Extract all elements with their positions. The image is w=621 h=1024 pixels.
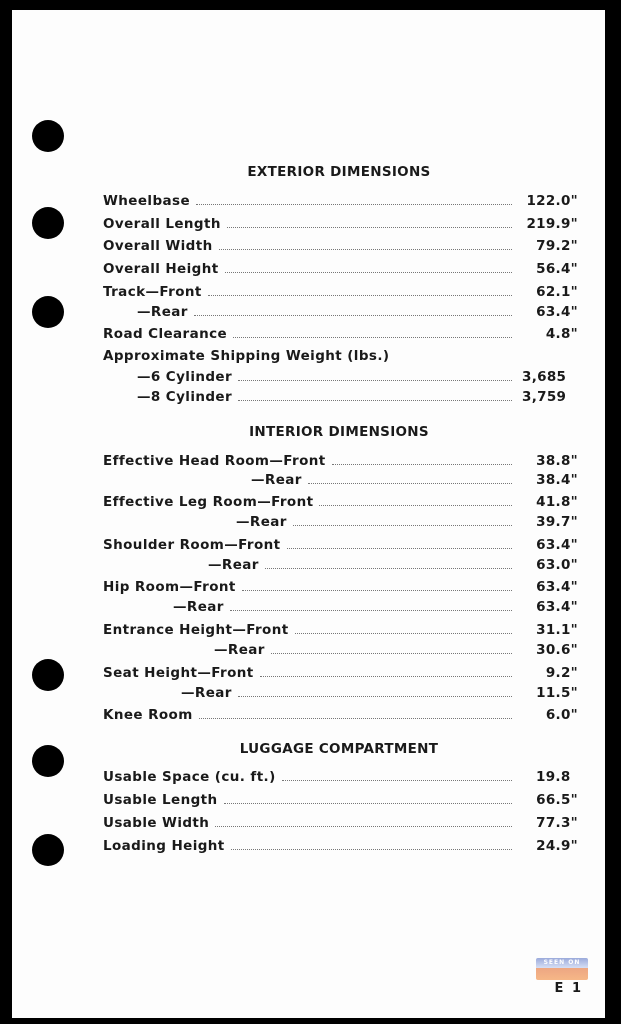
spec-row xyxy=(103,324,578,342)
spec-label: Overall Height xyxy=(103,261,219,277)
dot-leader xyxy=(230,610,512,611)
spec-row xyxy=(103,282,578,300)
spec-label: —8 Cylinder xyxy=(137,389,233,405)
spec-label: —Rear xyxy=(181,685,232,701)
spec-value: 6.0" xyxy=(545,707,578,723)
dot-leader xyxy=(242,590,512,591)
spec-row xyxy=(173,597,578,615)
watermark-logo xyxy=(536,958,588,980)
binder-hole xyxy=(32,207,64,239)
spec-value: 3,759 xyxy=(522,389,567,405)
dot-leader xyxy=(265,568,512,569)
dot-leader xyxy=(319,505,512,506)
spec-row xyxy=(137,387,578,405)
page-number: E 1 xyxy=(554,981,583,996)
spec-value: 219.9" xyxy=(526,216,578,232)
dot-leader xyxy=(231,849,512,850)
spec-label: —Rear xyxy=(251,472,302,488)
spec-row xyxy=(103,191,578,209)
section-heading-interior: INTERIOR DIMENSIONS xyxy=(249,424,429,440)
spec-row xyxy=(103,836,578,854)
spec-label: —Rear xyxy=(214,642,265,658)
spec-value: 77.3" xyxy=(536,815,578,831)
spec-row xyxy=(103,346,578,364)
spec-label: —6 Cylinder xyxy=(137,369,233,385)
spec-value: 19.8 xyxy=(536,769,571,785)
spec-value: 122.0" xyxy=(526,193,578,209)
spec-row xyxy=(103,492,578,510)
dot-leader xyxy=(224,803,512,804)
dot-leader xyxy=(196,204,512,205)
spec-label: Track—Front xyxy=(103,284,202,300)
dot-leader xyxy=(295,633,512,634)
spec-label: Entrance Height—Front xyxy=(103,622,289,638)
spec-value: 31.1" xyxy=(536,622,578,638)
dot-leader xyxy=(260,676,512,677)
spec-value: 79.2" xyxy=(536,238,578,254)
spec-label: Usable Length xyxy=(103,792,218,808)
spec-value: 11.5" xyxy=(536,685,578,701)
binder-hole xyxy=(32,834,64,866)
dot-leader xyxy=(238,400,512,401)
dot-leader xyxy=(227,227,512,228)
dot-leader xyxy=(238,696,512,697)
spec-row xyxy=(251,470,578,488)
spec-value: 63.4" xyxy=(536,304,578,320)
spec-row xyxy=(236,512,578,530)
spec-value: 3,685 xyxy=(522,369,567,385)
dot-leader xyxy=(282,780,512,781)
spec-row xyxy=(103,790,578,808)
spec-value: 56.4" xyxy=(536,261,578,277)
spec-value: 41.8" xyxy=(536,494,578,510)
spec-row xyxy=(103,577,578,595)
binder-hole xyxy=(32,659,64,691)
spec-label: —Rear xyxy=(236,514,287,530)
dot-leader xyxy=(225,272,512,273)
dot-leader xyxy=(271,653,512,654)
spec-value: 63.4" xyxy=(536,537,578,553)
spec-value: 39.7" xyxy=(536,514,578,530)
spec-row xyxy=(181,683,578,701)
spec-value: 62.1" xyxy=(536,284,578,300)
spec-label: Loading Height xyxy=(103,838,225,854)
spec-row xyxy=(103,663,578,681)
spec-row xyxy=(103,535,578,553)
spec-value: 38.4" xyxy=(536,472,578,488)
spec-label: Usable Space (cu. ft.) xyxy=(103,769,276,785)
spec-label: Approximate Shipping Weight (lbs.) xyxy=(103,348,390,364)
dot-leader xyxy=(199,718,512,719)
section-heading-exterior: EXTERIOR DIMENSIONS xyxy=(247,164,431,180)
dot-leader xyxy=(332,464,512,465)
spec-value: 30.6" xyxy=(536,642,578,658)
spec-label: Effective Head Room—Front xyxy=(103,453,326,469)
dot-leader xyxy=(215,826,512,827)
spec-label: Overall Width xyxy=(103,238,213,254)
dot-leader xyxy=(287,548,513,549)
spec-label: Wheelbase xyxy=(103,193,191,209)
spec-value: 4.8" xyxy=(545,326,578,342)
dot-leader xyxy=(219,249,512,250)
spec-label: Overall Length xyxy=(103,216,221,232)
spec-row xyxy=(103,451,578,469)
spec-label: Effective Leg Room—Front xyxy=(103,494,314,510)
dot-leader xyxy=(293,525,512,526)
spec-label: —Rear xyxy=(208,557,259,573)
binder-hole xyxy=(32,120,64,152)
dot-leader xyxy=(208,295,512,296)
dot-leader xyxy=(308,483,512,484)
dot-leader xyxy=(194,315,512,316)
spec-value: 38.8" xyxy=(536,453,578,469)
dot-leader xyxy=(233,337,512,338)
spec-row xyxy=(208,555,578,573)
spec-value: 63.0" xyxy=(536,557,578,573)
spec-label: Hip Room—Front xyxy=(103,579,236,595)
spec-value: 63.4" xyxy=(536,599,578,615)
spec-label: Shoulder Room—Front xyxy=(103,537,281,553)
spec-value: 9.2" xyxy=(545,665,578,681)
spec-row xyxy=(103,705,578,723)
spec-label: Seat Height—Front xyxy=(103,665,254,681)
spec-label: Usable Width xyxy=(103,815,210,831)
spec-value: 66.5" xyxy=(536,792,578,808)
spec-row xyxy=(137,367,578,385)
spec-row xyxy=(137,302,578,320)
spec-row xyxy=(214,640,578,658)
binder-hole xyxy=(32,296,64,328)
spec-value: 24.9" xyxy=(536,838,578,854)
spec-row xyxy=(103,767,578,785)
spec-row xyxy=(103,236,578,254)
spec-label: —Rear xyxy=(173,599,224,615)
spec-label: Road Clearance xyxy=(103,326,228,342)
watermark-text: SEEN ON xyxy=(543,959,581,966)
section-heading-luggage: LUGGAGE COMPARTMENT xyxy=(239,741,439,757)
dot-leader xyxy=(238,380,512,381)
spec-row xyxy=(103,259,578,277)
spec-label: —Rear xyxy=(137,304,188,320)
spec-value: 63.4" xyxy=(536,579,578,595)
spec-row xyxy=(103,620,578,638)
spec-row xyxy=(103,214,578,232)
spec-row xyxy=(103,813,578,831)
spec-label: Knee Room xyxy=(103,707,193,723)
